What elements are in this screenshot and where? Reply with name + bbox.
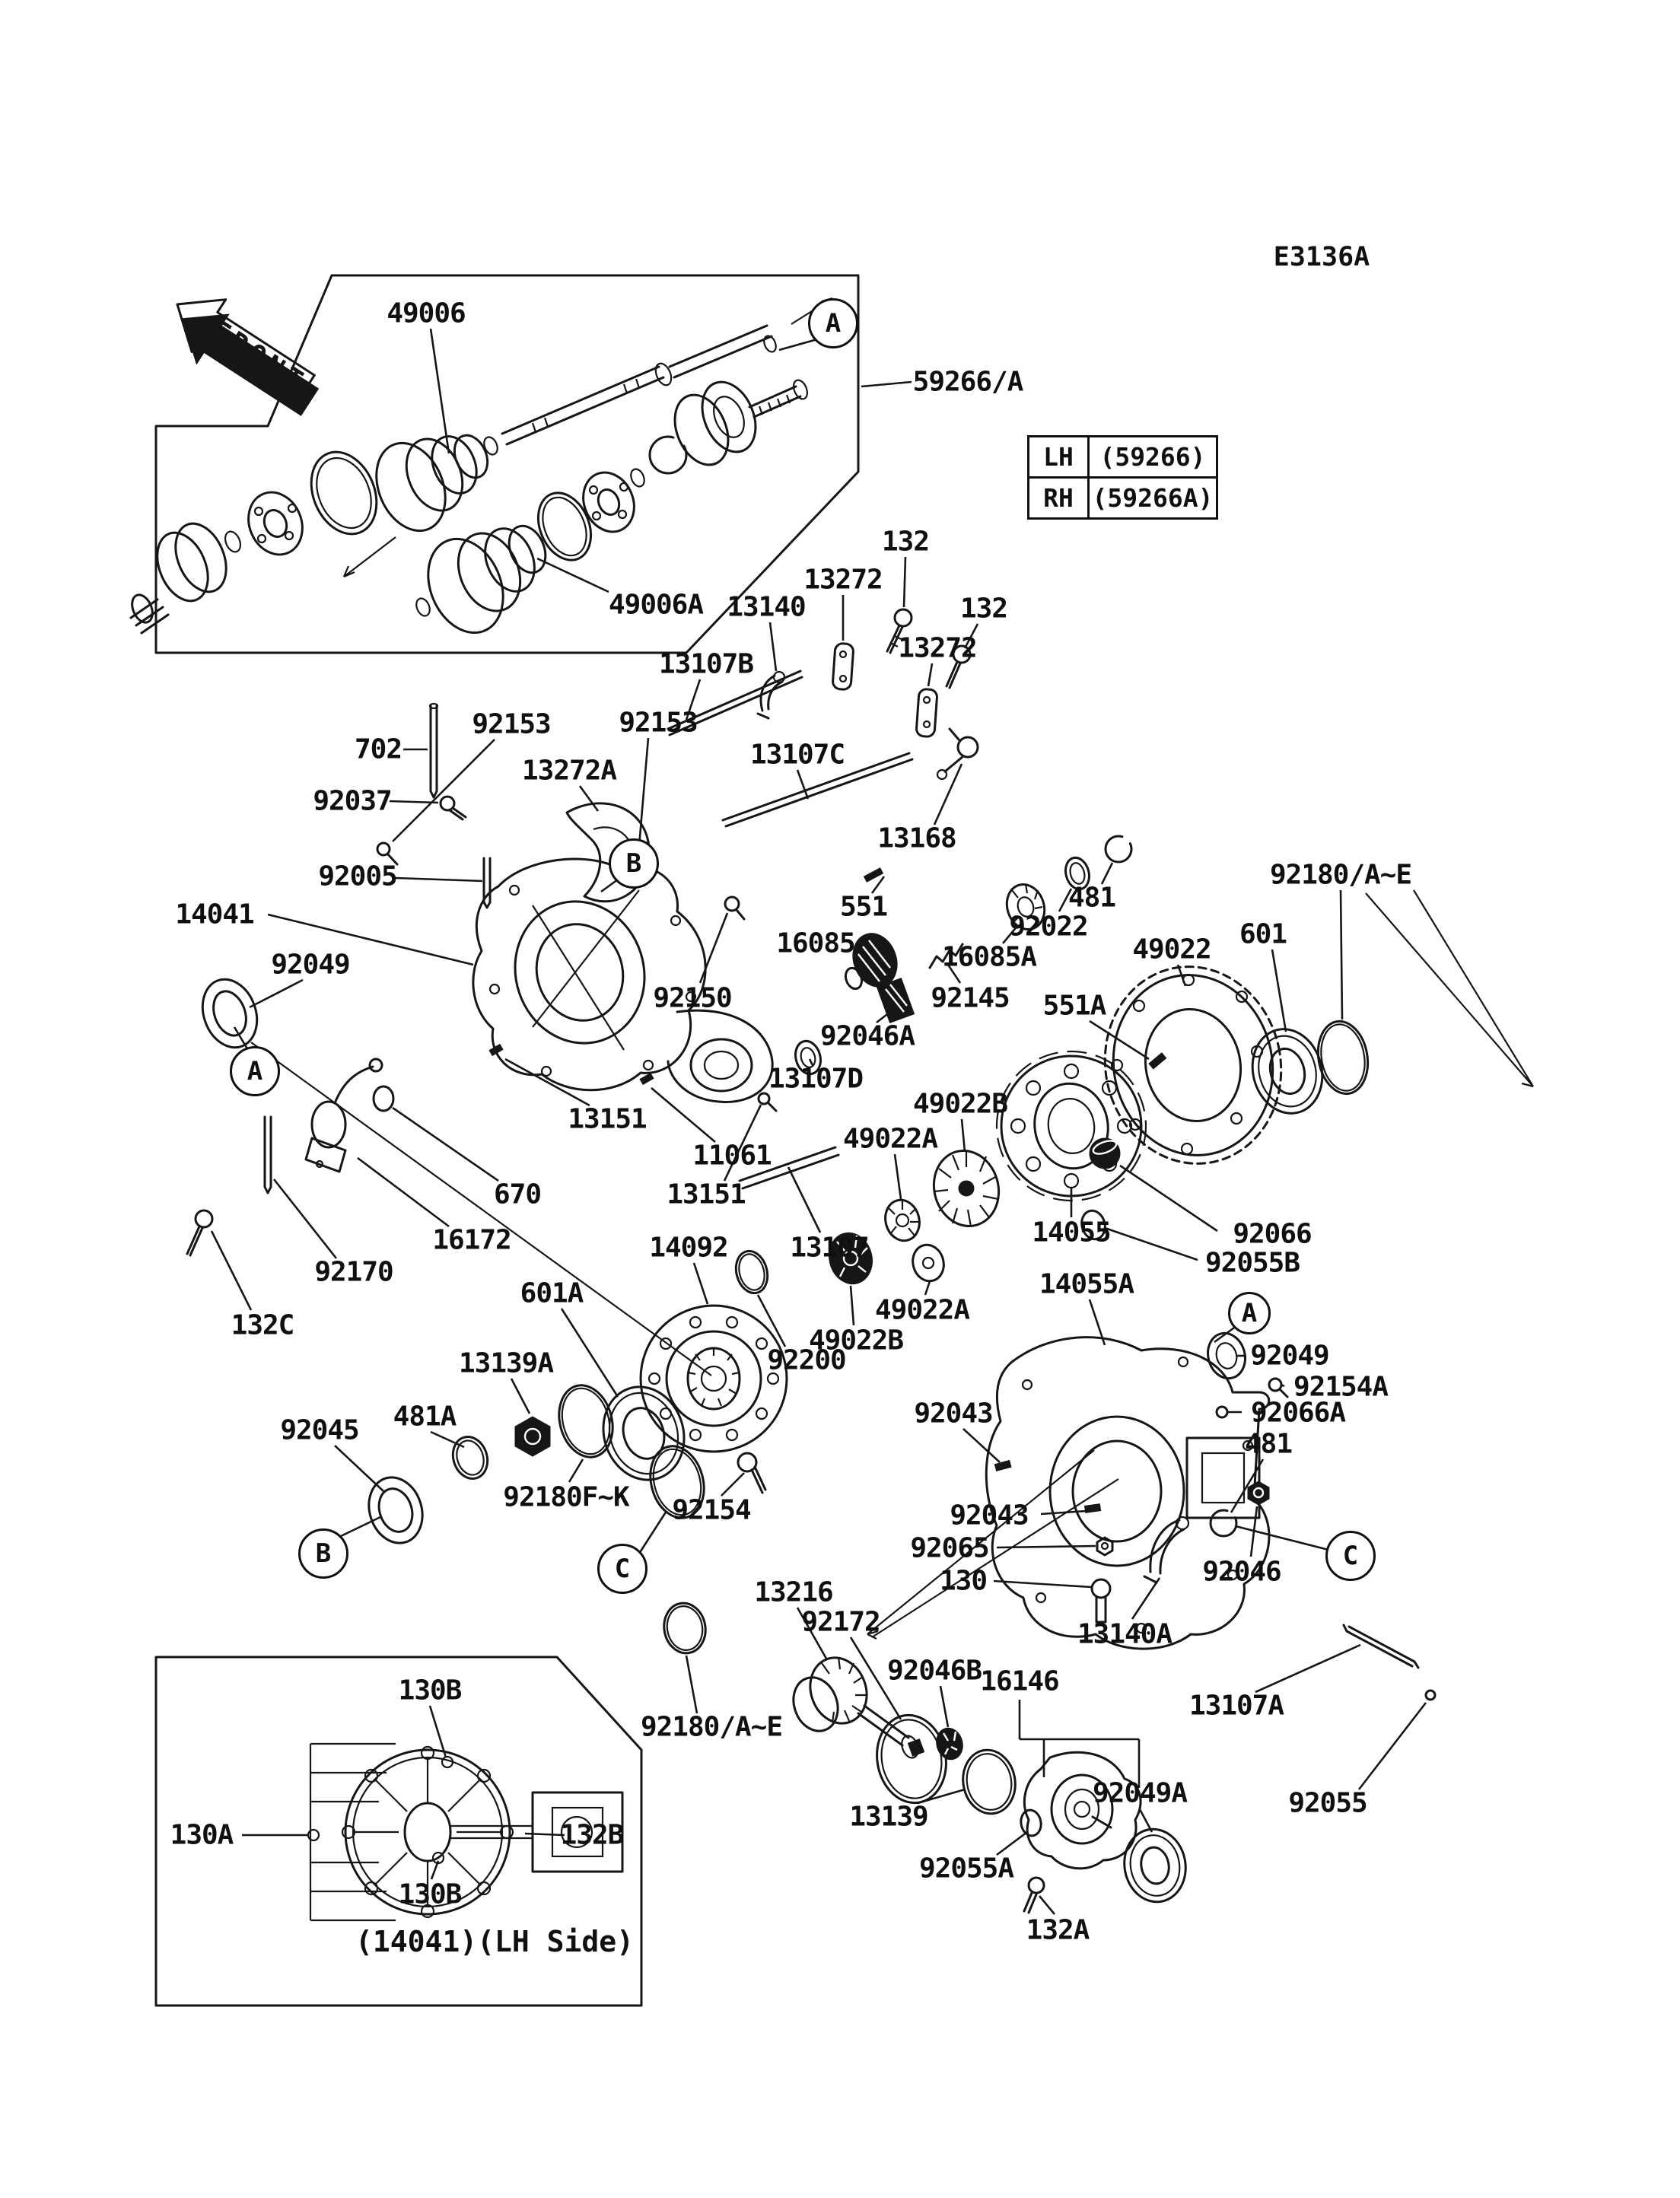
callout-circle-a: A	[230, 1046, 280, 1096]
part-label: 14055A	[1039, 1268, 1134, 1300]
part-label: 130	[939, 1565, 988, 1597]
part-label: 13107	[790, 1232, 869, 1264]
part-label: 92046B	[886, 1655, 982, 1687]
part-label: 92145	[931, 982, 1010, 1014]
callout-circle-c: C	[1325, 1531, 1376, 1581]
part-label: 481	[1244, 1428, 1293, 1460]
part-label: 13107B	[658, 648, 754, 680]
callout-circle-b: B	[609, 838, 659, 889]
part-label: 702	[354, 733, 402, 765]
part-label: 670	[493, 1179, 542, 1210]
part-label: 130B	[398, 1675, 462, 1707]
part-label: 16085A	[941, 941, 1037, 973]
part-label: 92200	[767, 1344, 846, 1376]
part-label: 92046	[1202, 1556, 1281, 1588]
drawing-code: E3136A	[1273, 242, 1370, 272]
part-label: 551A	[1042, 990, 1106, 1022]
part-label: 59266/A	[912, 366, 1023, 398]
part-label: 49006A	[608, 589, 704, 621]
part-label: 13272A	[521, 755, 617, 787]
variant-side: LH	[1029, 437, 1090, 476]
variant-table	[1027, 435, 1218, 520]
part-label: 92043	[950, 1500, 1029, 1532]
part-label: 92055A	[918, 1853, 1014, 1885]
variant-row	[1029, 479, 1216, 517]
part-label: 92180/A~E	[1269, 859, 1412, 891]
part-label: 14041	[175, 899, 254, 930]
part-label: 13139A	[458, 1347, 554, 1379]
part-label: 92153	[472, 708, 551, 740]
part-label: 16146	[980, 1665, 1059, 1697]
callout-circle-a: A	[1228, 1292, 1271, 1334]
part-label: 481A	[393, 1401, 457, 1433]
callout-circle-c: C	[597, 1544, 648, 1594]
part-label: 13140	[727, 591, 806, 623]
part-label: 14055	[1032, 1217, 1111, 1249]
part-label: 13272	[898, 632, 977, 664]
part-label: 601	[1239, 918, 1287, 950]
part-label: 130A	[170, 1819, 234, 1851]
part-label: 92043	[914, 1398, 993, 1430]
part-label: 92066	[1233, 1218, 1312, 1250]
part-label: 92049A	[1092, 1777, 1188, 1809]
part-label: 92022	[1009, 911, 1088, 943]
part-label: 92055	[1288, 1787, 1367, 1819]
variant-code: (59266A)	[1092, 483, 1214, 513]
variant-code: (59266)	[1099, 442, 1206, 472]
part-label: 132C	[231, 1309, 294, 1341]
part-label: 13107D	[768, 1063, 864, 1095]
part-label: 13151	[667, 1179, 746, 1210]
part-label: 92049	[271, 949, 350, 981]
part-label: 92150	[653, 982, 732, 1014]
part-label: 132	[959, 593, 1008, 625]
front-arrow-label: FRONT	[204, 313, 313, 400]
part-label: 481	[1068, 882, 1116, 914]
part-label: 49006	[387, 297, 466, 329]
part-label: 13168	[877, 822, 956, 854]
part-label: 92045	[280, 1414, 359, 1446]
part-label: 49022A	[842, 1123, 938, 1155]
part-label: 130B	[398, 1878, 462, 1910]
part-label: 92049	[1250, 1340, 1329, 1372]
part-label: 551	[839, 891, 888, 923]
part-label: 601A	[520, 1277, 584, 1309]
part-label: 92005	[318, 860, 397, 892]
part-label: 13107A	[1188, 1690, 1284, 1722]
part-label: 13140A	[1077, 1618, 1172, 1650]
part-label: 49022B	[808, 1325, 904, 1357]
part-label: 92065	[910, 1532, 989, 1564]
part-label: 92154A	[1293, 1371, 1389, 1403]
callout-circle-a: A	[808, 298, 858, 348]
part-label: 13272	[803, 564, 883, 596]
part-label: 92154	[672, 1494, 751, 1526]
part-label: 92046A	[819, 1020, 915, 1052]
callout-circle-b: B	[298, 1528, 348, 1579]
inset-caption: (14041)(LH Side)	[355, 1925, 635, 1958]
part-label: 11061	[692, 1140, 772, 1172]
part-label: 16172	[432, 1224, 511, 1256]
part-label: 92037	[313, 785, 392, 817]
part-label: 13216	[754, 1576, 833, 1608]
part-label: 92180/A~E	[640, 1711, 783, 1743]
part-label: 92170	[314, 1256, 393, 1288]
part-label: 49022B	[912, 1088, 1008, 1120]
variant-row	[1029, 437, 1216, 479]
part-label: 13139	[849, 1801, 928, 1833]
part-label: 49022A	[874, 1294, 970, 1326]
part-label: 92066A	[1250, 1397, 1346, 1429]
part-label: 92153	[619, 707, 698, 739]
part-label: 92172	[801, 1606, 880, 1638]
part-label: 92055B	[1204, 1247, 1300, 1279]
part-label: 49022	[1132, 934, 1211, 965]
part-label: 132B	[560, 1819, 624, 1851]
part-label: 16085	[776, 927, 855, 959]
part-label: 132A	[1026, 1914, 1090, 1946]
part-label: 132	[881, 526, 930, 558]
part-label: 13151	[568, 1103, 647, 1135]
part-label: 92180F~K	[503, 1481, 629, 1513]
variant-side: RH	[1029, 479, 1090, 517]
part-label: 13107C	[749, 739, 845, 771]
part-label: 14092	[649, 1232, 728, 1264]
